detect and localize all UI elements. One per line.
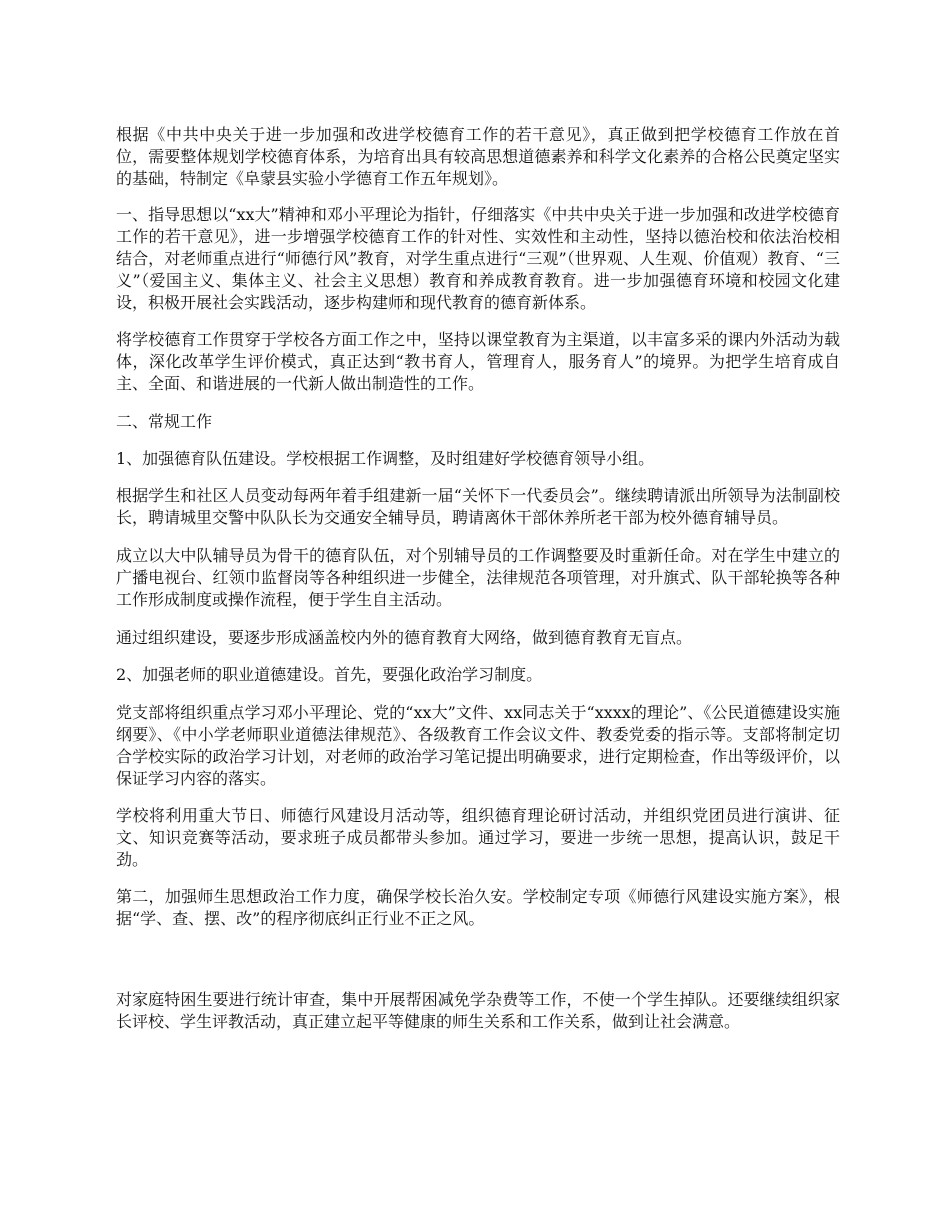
paragraph-activities: 学校将利用重大节日、师德行风建设月活动等，组织德育理论研讨活动，并组织党团员进行演讲、征文、知识竞赛等活动，要求班子成员都带头参加。通过学习，要进一步统一思想，提高认识，鼓足干劲。 <box>116 806 840 869</box>
paragraph-network: 通过组织建设，要逐步形成涵盖校内外的德育教育大网络，做到德育教育无盲点。 <box>116 628 693 647</box>
paragraph-team-building: 1、加强德育队伍建设。学校根据工作调整，及时组建好学校德育领导小组。 <box>116 449 655 468</box>
paragraph-preamble: 根据《中共中央关于进一步加强和改进学校德育工作的若干意见》，真正做到把学校德育工作放在首位，需要整体规划学校德育体系，为培育出具有较高思想道德素养和科学文化素养的合格公民奠定坚实的基础，特制定《阜蒙县实验小学德育工作五年规划》。 <box>116 125 840 188</box>
paragraph-teacher-ethics: 2、加强老师的职业道德建设。首先，要强化政治学习制度。 <box>116 665 543 684</box>
paragraph-political-work: 第二，加强师生思想政治工作力度，确保学校长治久安。学校制定专项《师德行风建设实施方案》，根据“学、查、摆、改”的程序彻底纠正行业不正之风。 <box>116 887 840 928</box>
section-heading-routine-work: 二、常规工作 <box>116 412 213 431</box>
paragraph-party-study: 党支部将组织重点学习邓小平理论、党的“xx大”文件、xx同志关于“xxxx的理论”、《公民道德建设实施纲要》、《中小学老师职业道德法律规范》、各级教育工作会议文件、教委党委的指示等。支部将制定切合学校实际的政治学习计划，对老师的政治学习笔记提出明确要求，进行定期检查，作出等级评价，以保证学习内容的落实。 <box>116 703 840 788</box>
paragraph-counselor-team: 成立以大中队辅导员为骨干的德育队伍，对个别辅导员的工作调整要及时重新任命。对在学生中建立的广播电视台、红领巾监督岗等各种组织进一步健全，法律规范各项管理，对升旗式、队干部轮换等各种工作形成制度或操作流程，便于学生自主活动。 <box>116 546 840 609</box>
paragraph-guiding-ideology: 一、指导思想以“xx大”精神和邓小平理论为指针，仔细落实《中共中央关于进一步加强和改进学校德育工作的若干意见》，进一步增强学校德育工作的针对性、实效性和主动性，坚持以德治校和依法治校相结合，对老师重点进行“师德行风”教育，对学生重点进行“三观”（世界观、人生观、价值观）教育、“三义”（爱国主义、集体主义、社会主义思想）教育和养成教育教育。进一步加强德育环境和校园文化建设，积极开展社会实践活动，逐步构建师和现代教育的德育新体系。 <box>116 205 840 312</box>
document-body <box>116 124 840 1033</box>
paragraph-committee: 根据学生和社区人员变动每两年着手组建新一届“关怀下一代委员会”。继续聘请派出所领导为法制副校长，聘请城里交警中队队长为交通安全辅导员，聘请离休干部休养所老干部为校外德育辅导员。 <box>116 486 840 527</box>
paragraph-integration: 将学校德育工作贯穿于学校各方面工作之中，坚持以课堂教育为主渠道，以丰富多采的课内外活动为载体，深化改革学生评价模式，真正达到“教书育人，管理育人，服务育人”的境界。为把学生培育成自主、全面、和谐进展的一代新人做出制造性的工作。 <box>116 330 840 393</box>
paragraph-poverty-support: 对家庭特困生要进行统计审查，集中开展帮困减免学杂费等工作，不使一个学生掉队。还要继续组织家长评校、学生评教活动，真正建立起平等健康的师生关系和工作关系，做到让社会满意。 <box>116 990 840 1031</box>
